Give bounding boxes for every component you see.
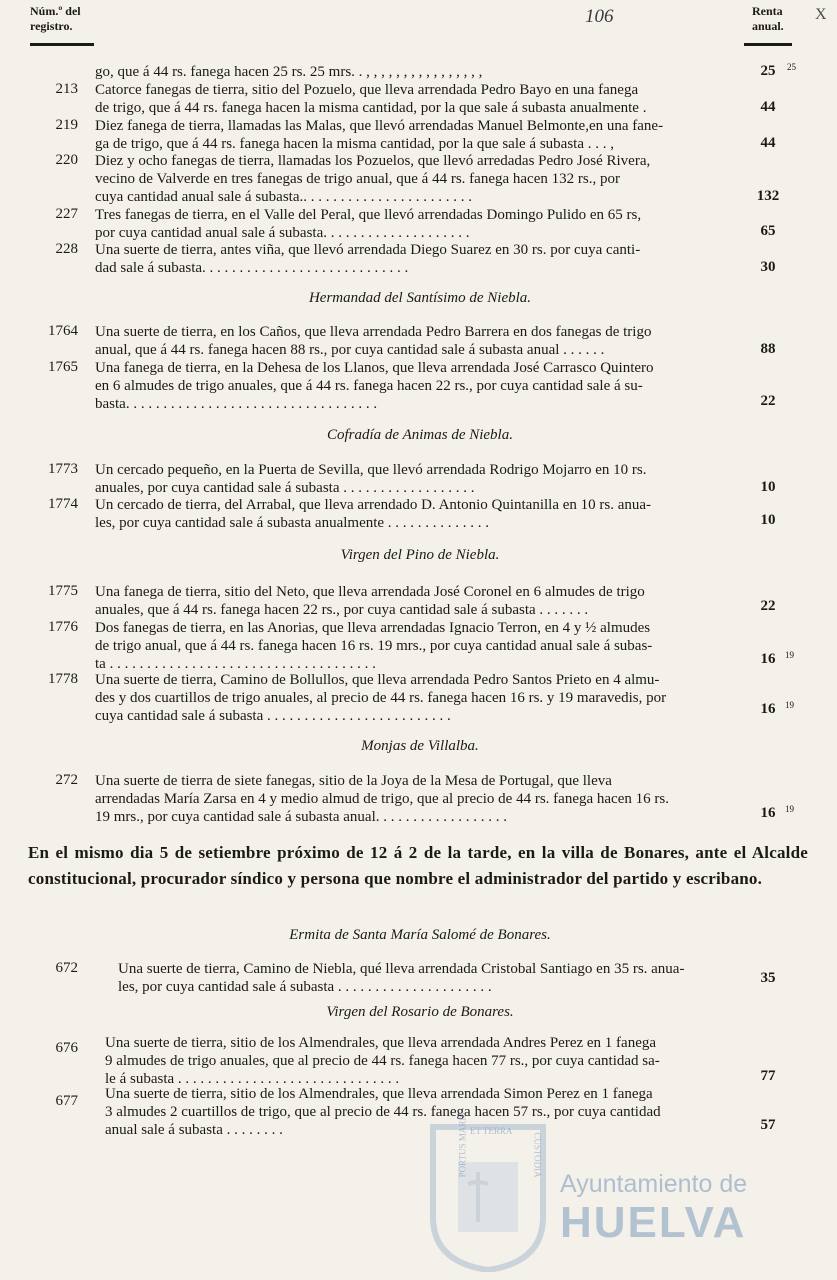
- watermark-line2: HUELVA: [560, 1198, 747, 1247]
- entry-value: 88: [760, 341, 776, 357]
- seal-text-right: CUSTODIA: [532, 1132, 543, 1178]
- entry-text: Catorce fanegas de tierra, sitio del Pozuelo, que lleva arrendada Pedro Bayo en una fanega de trigo, que á 44 rs. fanega hacen la misma cantidad, por la que sale á subasta anualmente .: [95, 82, 647, 116]
- entry-number: 227: [55, 206, 78, 222]
- entry-value-sup: 19: [785, 804, 794, 814]
- entry-value: 65: [760, 223, 776, 239]
- watermark-line1: Ayuntamiento de: [560, 1170, 748, 1198]
- entry-text: Una suerte de tierra, sitio de los Almendrales, que lleva arrendada Andres Perez en 1 fanega 9 almudes de trigo anuales, que al precio de 44 rs. fanega hacen 77 rs., por cuya cantidad sa- le á subasta . . . . . . . . . . . . . . . . . . . . . . . . . . . . . .: [105, 1035, 660, 1087]
- entry-value-sup: 19: [785, 700, 794, 710]
- entry-number: 1765: [48, 359, 78, 375]
- entry-number: 1773: [48, 461, 78, 477]
- section-title: Monjas de Villalba.: [361, 738, 479, 754]
- section-title: Hermandad del Santísimo de Niebla.: [308, 290, 532, 306]
- entry-value: 44: [760, 135, 776, 151]
- entry-text: go, que á 44 rs. fanega hacen 25 rs. 25 mrs. . , , , , , , , , , , , , , , , ,: [95, 64, 483, 80]
- entry-value: 16: [760, 651, 776, 667]
- entry-value: 132: [756, 188, 780, 204]
- entry-text: Una suerte de tierra, antes viña, que llevó arrendada Diego Suarez en 30 rs. por cuya canti- dad sale á subasta. . . . . . . . . . . . . . . . . . . . . . . . . . . .: [95, 242, 641, 276]
- entry-text: Una suerte de tierra, en los Caños, que lleva arrendada Pedro Barrera en dos fanegas de trigo anual, que á 44 rs. fanega hacen 88 rs., por cuya cantidad sale á subasta anual . . . . . .: [95, 324, 652, 358]
- entry-value: 22: [760, 598, 776, 614]
- entry-value: 35: [760, 970, 776, 986]
- entry-value-sup: 19: [785, 650, 794, 660]
- entry-text: Una suerte de tierra de siete fanegas, sitio de la Joya de la Mesa de Portugal, que lleva arrendadas María Zarsa en 4 y medio almud de trigo, que al precio de 44 rs. fanega hacen 16 rs. 19 mrs., por cuya cantidad sale á subasta anual. . . . . . . . . . . . . . . . . .: [95, 773, 669, 825]
- header-left-label: Núm.º del registro.: [30, 4, 81, 33]
- entry-number: 672: [55, 960, 78, 976]
- entry-value: 30: [760, 259, 776, 275]
- entry-text: Una fanega de tierra, sitio del Neto, que lleva arrendada José Coronel en 6 almudes de trigo anuales, que á 44 rs. fanega hacen 22 rs., por cuya cantidad sale á subasta . . . . . . .: [95, 584, 645, 618]
- entry-text: Diez fanega de tierra, llamadas las Malas, que llevó arrendadas Manuel Belmonte,en una fane- ga de trigo, que á 44 rs. fanega hacen la misma cantidad, por la que sale á subasta . . . ,: [95, 118, 664, 152]
- section-title: Virgen del Pino de Niebla.: [340, 547, 500, 563]
- entry-number: 1778: [48, 671, 78, 687]
- header-right-label: Renta anual.: [752, 4, 784, 33]
- entry-number: 1775: [48, 583, 78, 599]
- column-header-rent: [752, 4, 796, 34]
- entry-number: 272: [55, 772, 78, 788]
- entry-text: Una suerte de tierra, sitio de los Almendrales, que lleva arrendada Simon Perez en 1 fanega 3 almudes 2 cuartillos de trigo, que al precio de 44 rs. fanega hacen 57 rs., por cuya cantidad anual sale á subasta . . . . . . . .: [105, 1086, 661, 1138]
- entry-value: 22: [760, 393, 776, 409]
- entry-value: 16: [760, 701, 776, 717]
- entry-number: 677: [55, 1093, 78, 1109]
- entry-text: Tres fanegas de tierra, en el Valle del Peral, que llevó arrendadas Domingo Pulido en 65 rs, por cuya cantidad anual sale á subasta. . . . . . . . . . . . . . . . . . . .: [95, 207, 642, 241]
- entry-value: 57: [760, 1117, 776, 1133]
- entry-text: Un cercado de tierra, del Arrabal, que lleva arrendado D. Antonio Quintanilla en 10 rs. anua- les, por cuya cantidad sale á subasta anualmente . . . . . . . . . . . . . .: [95, 497, 652, 531]
- announcement-paragraph: En el mismo dia 5 de setiembre próximo de 12 á 2 de la tarde, en la villa de Bonares, ante el Alcalde constitucional, procurador síndico y persona que nombre el administrador del partido y escribano.: [28, 843, 808, 888]
- entry-number: 1764: [48, 323, 78, 339]
- seal-text-left: PORTUS MARIS: [457, 1112, 468, 1178]
- section-title: Cofradía de Animas de Niebla.: [327, 427, 513, 443]
- header-rule-right: [744, 43, 792, 46]
- entry-text: Diez y ocho fanegas de tierra, llamadas los Pozuelos, que llevó arredadas Pedro José Rivera, vecino de Valverde en tres fanegas de trigo anual, que á 44 rs. fanega hacen 132 rs., por cuya cantidad anual sale á subasta.. . . . . . . . . . . . . . . . . . . . . . .: [95, 153, 651, 205]
- section-title: Ermita de Santa María Salomé de Bonares.: [289, 927, 551, 943]
- entry-value-sup: 25: [787, 62, 796, 72]
- seal-text-top: ET TERRA: [470, 1126, 513, 1136]
- entry-text: Una suerte de tierra, Camino de Bollullos, que lleva arrendada Pedro Santos Prieto en 4 almu- des y dos cuartillos de trigo anuales, al precio de 44 rs. fanega hacen 16 rs. y 19 maravedis, por cuya cantidad sale á subasta . . . . . . . . . . . . . . . . . . . . . . . . .: [95, 672, 667, 724]
- header-rule-left: [30, 43, 94, 46]
- handwritten-mark: X: [815, 6, 827, 23]
- entry-value: 77: [760, 1068, 776, 1084]
- entry-value: 16: [760, 805, 776, 821]
- entry-value: 10: [760, 479, 776, 495]
- entry-text: Una suerte de tierra, Camino de Niebla, qué lleva arrendada Cristobal Santiago en 35 rs. anua- les, por cuya cantidad sale á subasta . . . . . . . . . . . . . . . . . . . . .: [118, 961, 685, 995]
- entry-number: 228: [55, 241, 78, 257]
- entry-number: 1774: [48, 496, 78, 512]
- entry-value: 10: [760, 512, 776, 528]
- column-header-registry: [30, 4, 100, 34]
- entry-text: Dos fanegas de tierra, en las Anorias, que lleva arrendadas Ignacio Terron, en 4 y ½ almudes de trigo anual, que á 44 rs. fanega hacen 16 rs. 19 mrs., por cuya cantidad anual sale á subas- ta . . . . . . . . . . . . . . . . . . . . . . . . . . . . . . . . . . . .: [95, 620, 653, 672]
- handwritten-page-number: 106: [585, 6, 614, 27]
- entry-text: Una fanega de tierra, en la Dehesa de los Llanos, que lleva arrendada José Carrasco Quintero en 6 almudes de trigo anuales, que á 44 rs. fanega hacen 22 rs., por cuya cantidad sale á su- basta. . . . . . . . . . . . . . . . . . . . . . . . . . . . . . . . . .: [95, 360, 654, 412]
- section-title: Virgen del Rosario de Bonares.: [326, 1004, 514, 1020]
- entry-number: 676: [55, 1040, 78, 1056]
- entry-value: 44: [760, 99, 776, 115]
- entry-number: 1776: [48, 619, 78, 635]
- entry-number: 219: [55, 117, 78, 133]
- entry-text: Un cercado pequeño, en la Puerta de Sevilla, que llevó arrendada Rodrigo Mojarro en 10 rs. anuales, por cuya cantidad sale á subasta . . . . . . . . . . . . . . . . . .: [95, 462, 647, 496]
- entry-number: 220: [55, 152, 78, 168]
- entry-number: 213: [55, 81, 78, 97]
- entry-value: 25: [760, 63, 776, 79]
